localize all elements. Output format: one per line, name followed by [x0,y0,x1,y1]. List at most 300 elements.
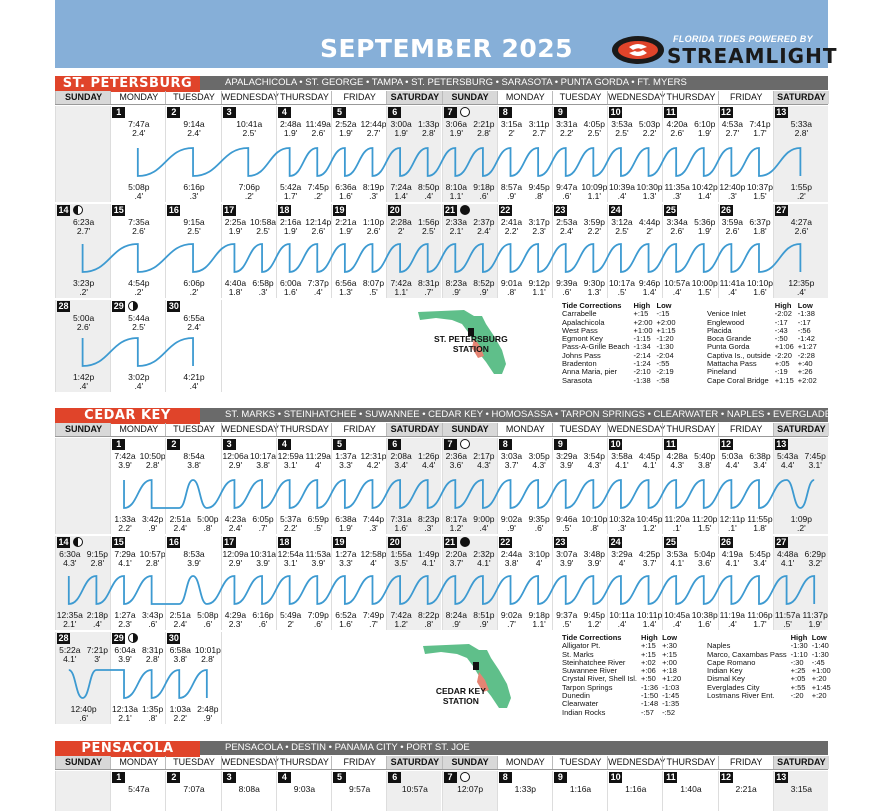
low-tide-label: 6:58p .3' [252,278,274,297]
high-tide-label: 2:53a 2.4' [556,217,578,236]
high-tide-label: 12:44p 2.7' [360,119,387,138]
day-number: 7 [444,107,457,118]
day-number: 7 [444,439,457,450]
low-tide-label: 9:00p .4' [473,514,495,533]
high-tide-label: 5:47a [128,784,150,794]
day-cell [221,771,276,811]
station-label: CEDAR KEY STATION [435,686,486,706]
low-tide-label: 10:30p 1.3' [636,182,663,201]
day-of-week-label: WEDNESDAY [221,424,279,434]
day-number: 15 [113,205,124,215]
high-tide-label: 2:16a 1.9' [280,217,302,236]
day-of-week-label: MONDAY [497,91,553,104]
high-tide-label: 10:58a 2.5' [250,217,277,236]
low-tide-label: 6:06p .2' [183,278,205,297]
brand-name: STREAMLIGHT [667,44,838,68]
day-cell [497,771,552,811]
high-tide-label: 3:31a 2.2' [556,119,578,138]
low-tide-label: 2:18p .4' [86,610,109,629]
low-tide-label: 11:57a .5' [774,610,801,629]
day-of-week-label: SATURDAY [773,91,829,104]
low-tide-label: 4:40a 1.8' [224,278,247,297]
day-of-week-label: TUESDAY [165,423,221,436]
low-tide-label: 12:13a 2.1' [112,704,138,723]
day-of-week-label: WEDNESDAY [608,424,666,434]
day-number: 13 [776,107,787,117]
day-number: 26 [721,537,732,547]
correction-row: Marco, Caxambas Pass -1:10 -1:30 [707,649,829,659]
day-number: 13 [776,439,787,449]
correction-row: Dunedin -1:50 -1:45 [562,691,680,701]
high-tide-label: 5:44a 2.5' [128,313,150,332]
high-tide-label: 6:23a 2.7' [72,217,95,236]
tide-corrections-left: Tide Corrections High Low Carrabelle +:15 -:15 Apalachicola +2:00 +2:00 West Pass +1:00 +1:15 Egmont Key -1:15 -1:20 Pass-A-Grille Beach -1:34 -1:30 Johns Pass -2:14 -2:04 Bradenton -1:24 -:55 Anna Maria, pier -2:10 -2:19 Sarasota -1:38 -:58 [562,301,676,385]
correction-row: Naples -1:30 -1:40 [707,641,829,651]
section-cities: APALACHICOLA • ST. GEORGE • TAMPA • ST. PETERSBURG • SARASOTA • PUNTA GORDA • FT. MYERS [225,77,687,88]
tide-corrections-right: High Low Venice Inlet -2:02 -1:38 Englewood -:17 -:17 Placida -:43 -:56 Boca Grande -:50 -1:42 Punta Gorda +1:06 +1:27 Captiva Is., outside -2:20 -2:28 Mattacha Pass +:05 +:40 Pineland -:19 +:26 Cape Coral Bridge +1:15 +2:02 [707,301,817,385]
low-tide-label: 10:37p 1.5' [746,182,773,201]
high-tide-label: 7:35a 2.6' [128,217,150,236]
day-number: 5 [333,107,346,118]
high-tide-label: 6:58a 3.8' [169,645,191,664]
high-tide-label: 12:31p 4.2' [360,451,387,470]
low-tide-label: 10:42p 1.4' [691,182,718,201]
day-of-week-label: SATURDAY [773,423,829,436]
high-tide-label: 10:31a 3.9' [250,549,277,568]
day-number: 30 [168,301,179,311]
day-number: 9 [554,107,567,118]
low-tide-label: 11:19a .4' [719,610,746,629]
day-number: 3 [223,107,236,118]
tide-wave-line [55,536,828,630]
low-tide-label: 5:08p .6' [197,610,219,629]
correction-row: Pass-A-Grille Beach -1:34 -1:30 [562,342,674,352]
high-tide-label: 1:37a 3.3' [335,451,357,470]
day-number: 1 [112,439,125,450]
low-tide-label: 8:52p .9' [473,278,495,297]
day-cell [386,771,441,811]
correction-row: West Pass +1:00 +1:15 [562,325,676,335]
high-tide-label: 3:59a 2.6' [721,217,743,236]
section-name: PENSACOLA [55,741,200,757]
high-tide-label: 1:40a [680,784,702,794]
day-number: 21 [444,537,455,547]
high-tide-label: 1:16a [569,784,592,794]
day-number: 8 [499,107,512,118]
high-tide-label: 4:48a 4.1' [776,549,799,568]
high-tide-label: 11:29a 4' [305,451,331,470]
day-number: 11 [666,107,676,117]
streamlight-logo-icon [611,35,665,65]
low-tide-label: 10:38p 1.6' [691,610,718,629]
high-tide-label: 1:33p [514,784,536,794]
low-tide-label: 5:08p .4' [128,182,150,201]
month-title: SEPTEMBER 2025 [320,34,574,63]
correction-row: Sarasota -1:38 -:58 [562,375,670,385]
day-number: 5 [333,439,346,450]
high-tide-label: 3:53a 2.5' [611,119,633,138]
low-tide-label: 2:51a 2.4' [169,514,191,533]
day-number: 28 [58,301,69,311]
low-tide-label: 5:00p .8' [197,514,219,533]
day-number: 5 [333,772,346,783]
tide-wave-line [55,106,828,202]
correction-row: Englewood -:17 -:17 [707,317,811,327]
low-tide-label: 11:35a .3' [664,182,690,201]
day-cell [552,771,607,811]
tide-curve [138,148,801,176]
low-tide-label: 5:37a 2.2' [280,514,302,533]
low-tide-label: 6:59p .5' [307,514,329,533]
day-of-week-label: THURSDAY [276,423,332,436]
day-number: 12 [721,772,732,782]
tide-corrections-right: High Low Naples -1:30 -1:40 Marco, Caxambas Pass -1:10 -1:30 Cape Romano -:30 -:45 Indian Key +:25 +1:00 Dismal Key +:05 +:20 Everglades City +:55 +1:45 Lostmans River Ent. -:20 +:20 [707,633,831,701]
high-tide-label: 1:55a 3.5' [390,549,412,568]
correction-row: Placida -:43 -:56 [707,325,811,335]
day-of-week-label: WEDNESDAY [221,92,279,102]
day-number: 23 [555,205,566,215]
high-tide-label: 12:54a 3.1' [277,549,304,568]
high-tide-label: 2:36a 3.6' [445,451,467,470]
day-number: 12 [721,107,732,117]
day-number: 21 [444,205,455,215]
low-tide-label: 12:11p .1' [719,514,746,533]
day-number: 4 [278,439,291,450]
day-of-week-label: TUESDAY [552,423,608,436]
day-number: 10 [610,772,621,782]
low-tide-label: 6:56a 1.3' [335,278,357,297]
high-tide-label: 5:43a 4.4' [776,451,799,470]
high-tide-label: 12:14p 2.6' [305,217,332,236]
day-number: 30 [168,633,179,643]
low-tide-label: 9:47a .6' [556,182,578,201]
low-tide-label: 9:35p .6' [528,514,550,533]
high-tide-label: 2:32p 4.1' [473,549,495,568]
day-number: 27 [776,205,787,215]
section-name: ST. PETERSBURG [55,76,200,92]
high-tide-label: 12:58p 4' [360,549,387,568]
high-tide-label: 3:59p 2.2' [583,217,605,236]
day-of-week-label: TUESDAY [165,756,221,769]
high-tide-label: 5:04p 3.6' [694,549,716,568]
day-of-week-label: SATURDAY [386,756,442,769]
low-tide-label: 7:49p .7' [362,610,385,629]
day-of-week-label: MONDAY [497,756,553,769]
low-tide-label: 9:37a .5' [556,610,578,629]
high-tide-label: 12:09a 2.9' [222,549,249,568]
low-tide-label: 9:18p .6' [473,182,495,201]
high-tide-label: 4:05p 2.5' [583,119,605,138]
day-number: 23 [555,537,566,547]
high-tide-label: 4:19a 4.1' [721,549,743,568]
low-tide-label: 3:23p .2' [72,278,95,297]
day-of-week-label: SUNDAY [55,91,111,104]
day-number: 25 [665,205,676,215]
high-tide-label: 3:15a [790,784,813,794]
low-tide-label: 4:23a 2.4' [224,514,247,533]
day-number: 2 [167,772,180,783]
low-tide-label: 1:03a 2.2' [169,704,191,723]
high-tide-label: 7:42a 3.9' [114,451,136,470]
high-tide-label: 2:48a 1.9' [280,119,302,138]
brand-tagline: FLORIDA TIDES POWERED BY [673,34,813,44]
day-number: 9 [554,439,567,450]
high-tide-label: 5:03p 2.2' [638,119,661,138]
day-of-week-label: THURSDAY [276,91,332,104]
day-number: 2 [167,107,180,118]
tide-curve [124,480,814,508]
low-tide-label: 3:02p .4' [128,372,150,391]
section-cities: ST. MARKS • STEINHATCHEE • SUWANNEE • CEDAR KEY • HOMOSASSA • TARPON SPRINGS • CLEARWATER • NAPLES • EVERGLADES CITY [225,409,862,420]
high-tide-label: 8:31p 2.8' [141,645,164,664]
high-tide-label: 6:55a 2.4' [183,313,205,332]
week-row [55,204,828,298]
day-of-week-label: WEDNESDAY [221,757,279,767]
day-number: 19 [334,537,345,547]
low-tide-label: 8:24a .9' [445,610,467,629]
tide-calendar-page [55,0,862,800]
high-tide-label: 5:40p 3.8' [694,451,716,470]
high-tide-label: 4:25p 3.7' [638,549,661,568]
low-tide-label: 6:16p .6' [252,610,274,629]
low-tide-label: 8:10a 1.1' [445,182,467,201]
low-tide-label: 9:01a .8' [500,278,523,297]
high-tide-label: 3:29a 4' [611,549,633,568]
low-tide-label: 8:19p .3' [362,182,385,201]
high-tide-label: 12:59a 3.1' [277,451,304,470]
correction-row: Everglades City +:55 +1:45 [707,682,831,692]
low-tide-label: 10:39a .4' [608,182,635,201]
day-number: 20 [389,537,400,547]
correction-row: Cape Romano -:30 -:45 [707,657,825,667]
day-cell [276,771,331,811]
high-tide-label: 3:34a 2.6' [666,217,688,236]
day-number: 22 [500,537,511,547]
day-of-week-label: FRIDAY [331,423,387,436]
low-tide-label: 10:11a .4' [609,610,635,629]
high-tide-label: 8:53a 3.9' [183,549,205,568]
day-number: 14 [58,537,69,547]
low-tide-label: 1:09p .2' [790,514,813,533]
day-cell [55,771,110,811]
low-tide-label: 8:51p .9' [473,610,495,629]
correction-row: Steinhatchee River +:02 +:00 [562,657,677,667]
low-tide-label: 4:29a 2.3' [224,610,247,629]
correction-row: Alligator Pt. +:15 +:30 [562,641,677,651]
day-number: 17 [224,205,235,215]
high-tide-label: 3:15a 2' [500,119,523,138]
day-number: 7 [444,772,457,783]
day-cell [773,771,828,811]
day-number: 16 [168,537,179,547]
low-tide-label: 10:10p 1.6' [746,278,773,297]
low-tide-label: 9:02a .9' [500,514,523,533]
high-tide-label: 7:07a [183,784,205,794]
day-number: 25 [665,537,676,547]
correction-row: Lostmans River Ent. -:20 +:20 [707,691,827,701]
day-cell [662,771,717,811]
high-tide-label: 5:03a 4.4' [721,451,743,470]
low-tide-label: 8:57a .9' [500,182,523,201]
page-header [55,0,838,68]
low-tide-label: 11:20a .1' [664,514,690,533]
day-of-week-label: TUESDAY [552,91,608,104]
low-tide-label: 9:30p 1.3' [583,278,605,297]
low-tide-label: 7:37p .4' [307,278,329,297]
low-tide-label: 10:45p 1.2' [636,514,663,533]
low-tide-label: 6:16p .3' [183,182,205,201]
high-tide-label: 2:25a 1.9' [224,217,247,236]
low-tide-label: 3:42p .9' [141,514,164,533]
day-of-week-label: SATURDAY [773,756,829,769]
low-tide-label: 3:43p .6' [141,610,164,629]
day-of-week-label: SUNDAY [55,756,111,769]
low-tide-label: 7:42a 1.1' [390,278,412,297]
day-of-week-label: THURSDAY [662,91,718,104]
day-number: 6 [388,772,401,783]
low-tide-label: 7:06p .2' [238,182,260,201]
low-tide-label: 11:20p 1.5' [692,514,718,533]
high-tide-label: 7:47a 2.4' [128,119,150,138]
correction-row: Captiva Is., outside -2:20 -2:28 [707,350,815,360]
correction-row: Indian Key +:25 +1:00 [707,666,831,676]
day-number: 13 [776,772,787,782]
low-tide-label: 9:02a .7' [500,610,523,629]
high-tide-label: 3:48p 3.9' [583,549,605,568]
low-tide-label: 11:55p 1.8' [747,514,773,533]
day-number: 26 [721,205,732,215]
high-tide-label: 6:37p 1.8' [749,217,771,236]
low-tide-label: 7:09p .6' [307,610,329,629]
high-tide-label: 11:53a 3.9' [305,549,331,568]
day-of-week-label: TUESDAY [165,91,221,104]
low-tide-label: 1:33a 2.2' [114,514,136,533]
high-tide-label: 2:08a 3.4' [390,451,412,470]
low-tide-label: 11:06p 1.7' [747,610,773,629]
high-tide-label: 9:15a 2.5' [183,217,205,236]
day-of-week-row [55,756,828,770]
low-tide-label: 9:46a .5' [556,514,578,533]
correction-row: Cape Coral Bridge +1:15 +2:02 [707,375,817,385]
low-tide-label: 8:23p .3' [418,514,440,533]
low-tide-label: 5:42a 1.7' [280,182,302,201]
high-tide-label: 1:16a [625,784,647,794]
high-tide-label: 3:03a 3.7' [500,451,523,470]
low-tide-label: 12:40p .6' [70,704,97,723]
high-tide-label: 9:03a [293,784,316,794]
high-tide-label: 3:58a 4.1' [611,451,633,470]
day-number: 24 [610,205,621,215]
low-tide-label: 11:41a .4' [719,278,746,297]
low-tide-label: 1:35p .8' [141,704,164,723]
day-of-week-label: SUNDAY [442,91,498,104]
day-number: 14 [58,205,69,215]
low-tide-label: 10:32a .3' [608,514,635,533]
high-tide-label: 2:21a 1.9' [335,217,357,236]
correction-row: Egmont Key -1:15 -1:20 [562,334,674,344]
high-tide-label: 3:10p 4' [528,549,550,568]
tide-curve [69,576,814,604]
day-of-week-row [55,423,828,437]
low-tide-label: 12:35p .4' [788,278,815,297]
station-label: ST. PETERSBURG STATION [434,334,508,354]
high-tide-label: 2:52a 1.9' [335,119,357,138]
day-number: 24 [610,537,621,547]
high-tide-label: 6:38p 3.4' [749,451,771,470]
day-number: 12 [721,439,732,449]
high-tide-label: 9:14a 2.4' [183,119,205,138]
low-tide-label: 7:44p .3' [362,514,385,533]
high-tide-label: 8:08a [238,784,260,794]
low-tide-label: 9:39a .6' [556,278,578,297]
section-name: CEDAR KEY [55,408,200,424]
high-tide-label: 6:30a 4.3' [59,549,81,568]
day-number: 29 [113,301,124,311]
high-tide-label: 1:26p 4.4' [418,451,440,470]
day-number: 6 [388,107,401,118]
high-tide-label: 5:36p 1.9' [694,217,716,236]
day-cell [165,771,220,811]
tide-curve [83,338,193,366]
day-of-week-label: SUNDAY [442,423,498,436]
day-number: 27 [776,537,787,547]
low-tide-label: 6:36a 1.6' [335,182,357,201]
low-tide-label: 7:45p .2' [307,182,329,201]
day-of-week-label: THURSDAY [276,756,332,769]
low-tide-label: 1:42p .4' [72,372,95,391]
correction-row: Boca Grande -:50 -1:42 [707,334,815,344]
low-tide-label: 10:57a .4' [664,278,691,297]
week-row [55,438,828,534]
moon-phase-full-icon [460,772,470,782]
section-cities: PENSACOLA • DESTIN • PANAMA CITY • PORT ST. JOE [225,742,470,753]
high-tide-label: 2:41a 2.2' [500,217,523,236]
week-row [55,771,828,811]
day-number: 4 [278,107,291,118]
high-tide-label: 9:15p 2.8' [86,549,109,568]
day-number: 11 [666,772,676,782]
high-tide-label: 1:10p 2.6' [362,217,385,236]
high-tide-label: 3:53a 4.1' [666,549,688,568]
day-number: 3 [223,772,236,783]
day-of-week-label: THURSDAY [662,423,718,436]
low-tide-label: 10:09p 1.1' [581,182,608,201]
day-of-week-label: SUNDAY [55,423,111,436]
high-tide-label: 1:49p 4.1' [418,549,440,568]
low-tide-label: 8:07p .5' [362,278,385,297]
week-row [55,536,828,630]
low-tide-label: 8:50p .4' [418,182,440,201]
high-tide-label: 2:20a 3.7' [445,549,467,568]
day-number: 1 [112,772,125,783]
high-tide-label: 4:27a 2.6' [790,217,813,236]
high-tide-label: 10:57a [401,784,428,794]
high-tide-label: 5:22a 4.1' [59,645,81,664]
day-of-week-label: SATURDAY [386,91,442,104]
day-number: 17 [224,537,235,547]
low-tide-label: 10:00p 1.5' [691,278,718,297]
day-cell [442,771,497,811]
correction-row: Pineland -:19 +:26 [707,367,813,377]
high-tide-label: 3:12a 2.5' [611,217,633,236]
high-tide-label: 10:50p 2.8' [139,451,166,470]
low-tide-label: 10:10p .8' [581,514,608,533]
high-tide-label: 5:45p 3.4' [749,549,771,568]
high-tide-label: 2:37p 2.4' [473,217,495,236]
low-tide-label: 8:31p .7' [418,278,440,297]
high-tide-label: 8:54a 3.8' [183,451,205,470]
high-tide-label: 3:29a 3.9' [556,451,578,470]
